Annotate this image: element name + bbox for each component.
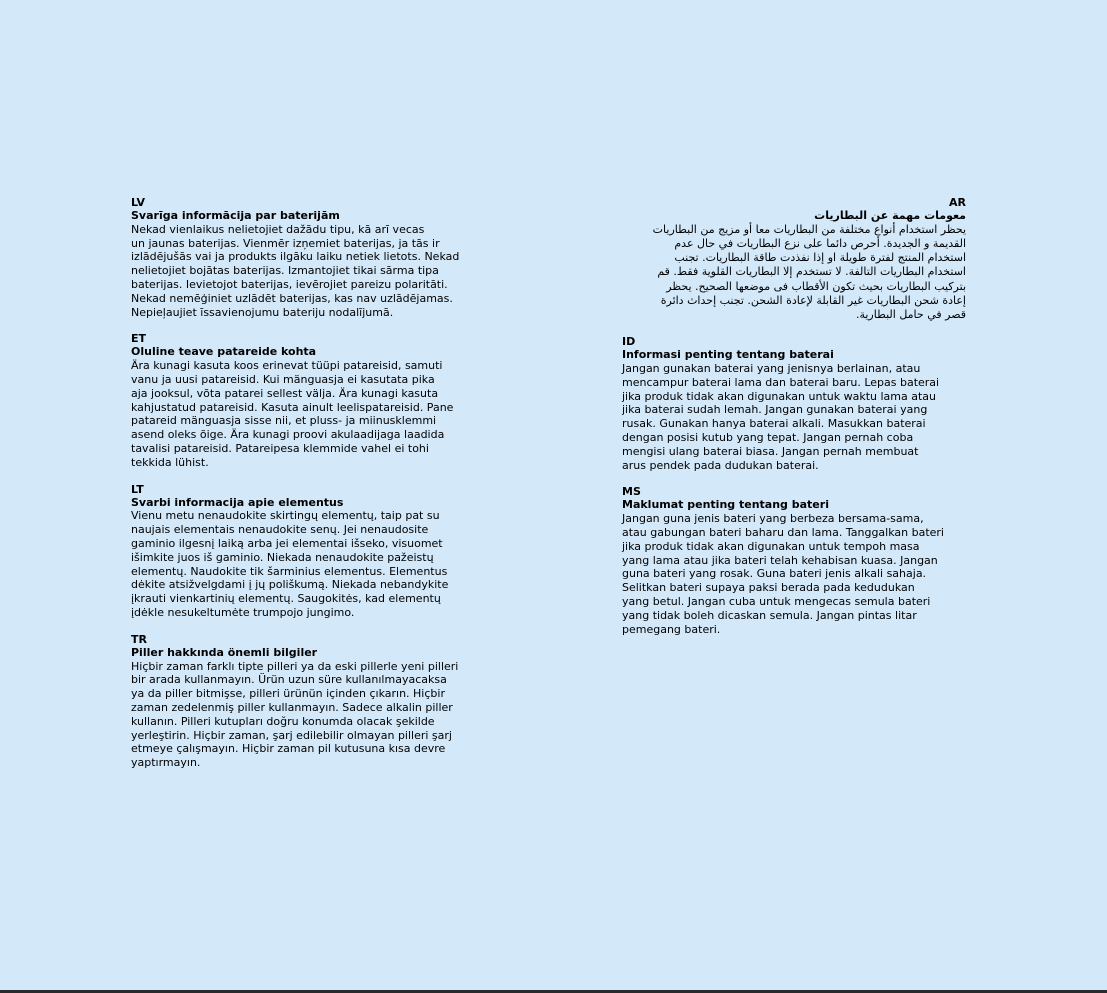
section-body: Jangan gunakan baterai yang jenisnya berlainan, atau mencampur baterai lama dan baterai baru. Lepas baterai jika produk tidak akan digunakan untuk waktu lama atau jika baterai sudah lemah. Jangan gunakan baterai yang rusak. Gunakan hanya baterai alkali. Masukkan baterai dengan posisi kutub yang tepat. Jangan pernah coba mengisi ulang baterai biasa. Jangan pernah membuat arus pendek pada dudukan baterai.: [622, 362, 940, 472]
section-body: يحظر استخدام أنواع مختلفة من البطاريات معا أو مزيج من البطاريات القديمة و الجديدة. أحرص دائما على نزع البطاريات في حال عدم استخدام المنتج لفترة طويلة او إذا نفذدت طاقة البطاريات. تجنب استخدام البطاريات التالفة. لا تستخدم إلا البطاريات القلوية فقط. قم بتركيب البطاريات بحيث تكون الأقطاب فى موضعها الصحيح. يحظر إعادة شحن البطاريات غير القابلة لإعادة الشحن. تجنب إحداث دائرة قصر في حامل البطارية.: [652, 222, 966, 322]
section-heading: Svarīga informācija par baterijām: [131, 209, 340, 222]
section-lt: [131, 483, 476, 620]
section-heading: Maklumat penting tentang bateri: [622, 498, 829, 512]
language-code: MS: [622, 485, 641, 499]
language-code: AR: [949, 196, 966, 209]
language-code: TR: [131, 632, 147, 646]
language-code: ET: [131, 332, 147, 346]
section-body: Hiçbir zaman farklı tipte pilleri ya da eski pillerle yeni pilleri bir arada kullanmayın. Ürün uzun süre kullanılmayacaksa ya da piller bitmişse, pilleri ürünün içinden çıkarın. Hiçbir zaman zedelenmiş piller kullanmayın. Sadece alkalin piller kullanın. Pilleri kutupları doğru konumda olacak şekilde yerleştirin. Hiçbir zaman, şarj edilebilir olmayan pilleri şarj etmeye çalışmayın. Hiçbir zaman pil kutusuna kısa devre yaptırmayın.: [131, 659, 459, 770]
section-et: [131, 332, 476, 469]
section-lv: [131, 196, 476, 319]
section-id: [622, 335, 966, 472]
section-tr: [131, 633, 476, 770]
left-column: [131, 196, 476, 783]
section-ms: [622, 485, 966, 636]
language-code: ID: [622, 335, 636, 349]
language-code: LT: [131, 482, 144, 496]
section-heading: Svarbi informacija apie elementus: [131, 495, 344, 509]
section-body: Vienu metu nenaudokite skirtingų elementų, taip pat su naujais elementais nenaudokite senų. Jei nenaudosite gaminio ilgesnį laiką arba jei elementai išseko, visuomet išimkite juos iš gaminio. Niekada nenaudokite pažeistų elementų. Naudokite tik šarminius elementus. Elementus dėkite atsižvelgdami į jų poliškumą. Niekada nebandykite įkrauti vienkartinių elementų. Saugokitės, kad elementų įdėkle nesukeltumėte trumpojo jungimo.: [131, 509, 449, 619]
section-body: Jangan guna jenis bateri yang berbeza bersama-sama, atau gabungan bateri baharu dan lama. Tanggalkan bateri jika produk tidak akan digunakan untuk tempoh masa yang lama atau jika bateri telah kehabisan kuasa. Jangan guna bateri yang rosak. Guna bateri jenis alkali sahaja. Selitkan bateri supaya paksi berada pada kedudukan yang betul. Jangan cuba untuk mengecas semula bateri yang tidak boleh dicaskan semula. Jangan pintas litar pemegang bateri.: [622, 512, 944, 636]
section-heading: معومات مهمة عن البطاريات: [814, 209, 966, 222]
language-code: LV: [131, 196, 146, 209]
section-heading: Piller hakkında önemli bilgiler: [131, 645, 318, 659]
section-body: Ära kunagi kasuta koos erinevat tüüpi patareisid, samuti vanu ja uusi patareisid. Kui mänguasja ei kasutata pika aja jooksul, võta patarei sellest välja. Ära kunagi kasuta kahjustatud patareisid. Kasuta ainult leelispatareisid. Pane patareid mänguasja sisse nii, et pluss- ja miinusklemmi asend oleks õige. Ära kunagi proovi akulaadijaga laadida tavalisi patareisid. Patareipesa klemmide vahel ei tohi tekkida lühist.: [131, 359, 454, 469]
section-heading: Oluline teave patareide kohta: [131, 345, 317, 359]
right-column: [622, 196, 966, 649]
section-ar: [622, 196, 966, 322]
section-heading: Informasi penting tentang baterai: [622, 348, 834, 362]
section-body: Nekad vienlaikus nelietojiet dažādu tipu, kā arī vecas un jaunas baterijas. Vienmēr izņemiet baterijas, ja tās ir izlādējušās vai ja produkts ilgāku laiku netiek lietots. Nekad nelietojiet bojātas baterijas. Izmantojiet tikai sārma tipa baterijas. Ievietojot baterijas, ievērojiet pareizu polaritāti. Nekad nemēģiniet uzlādēt baterijas, kas nav uzlādējamas. Nepieļaujiet īssavienojumu bateriju nodalījumā.: [131, 222, 460, 319]
